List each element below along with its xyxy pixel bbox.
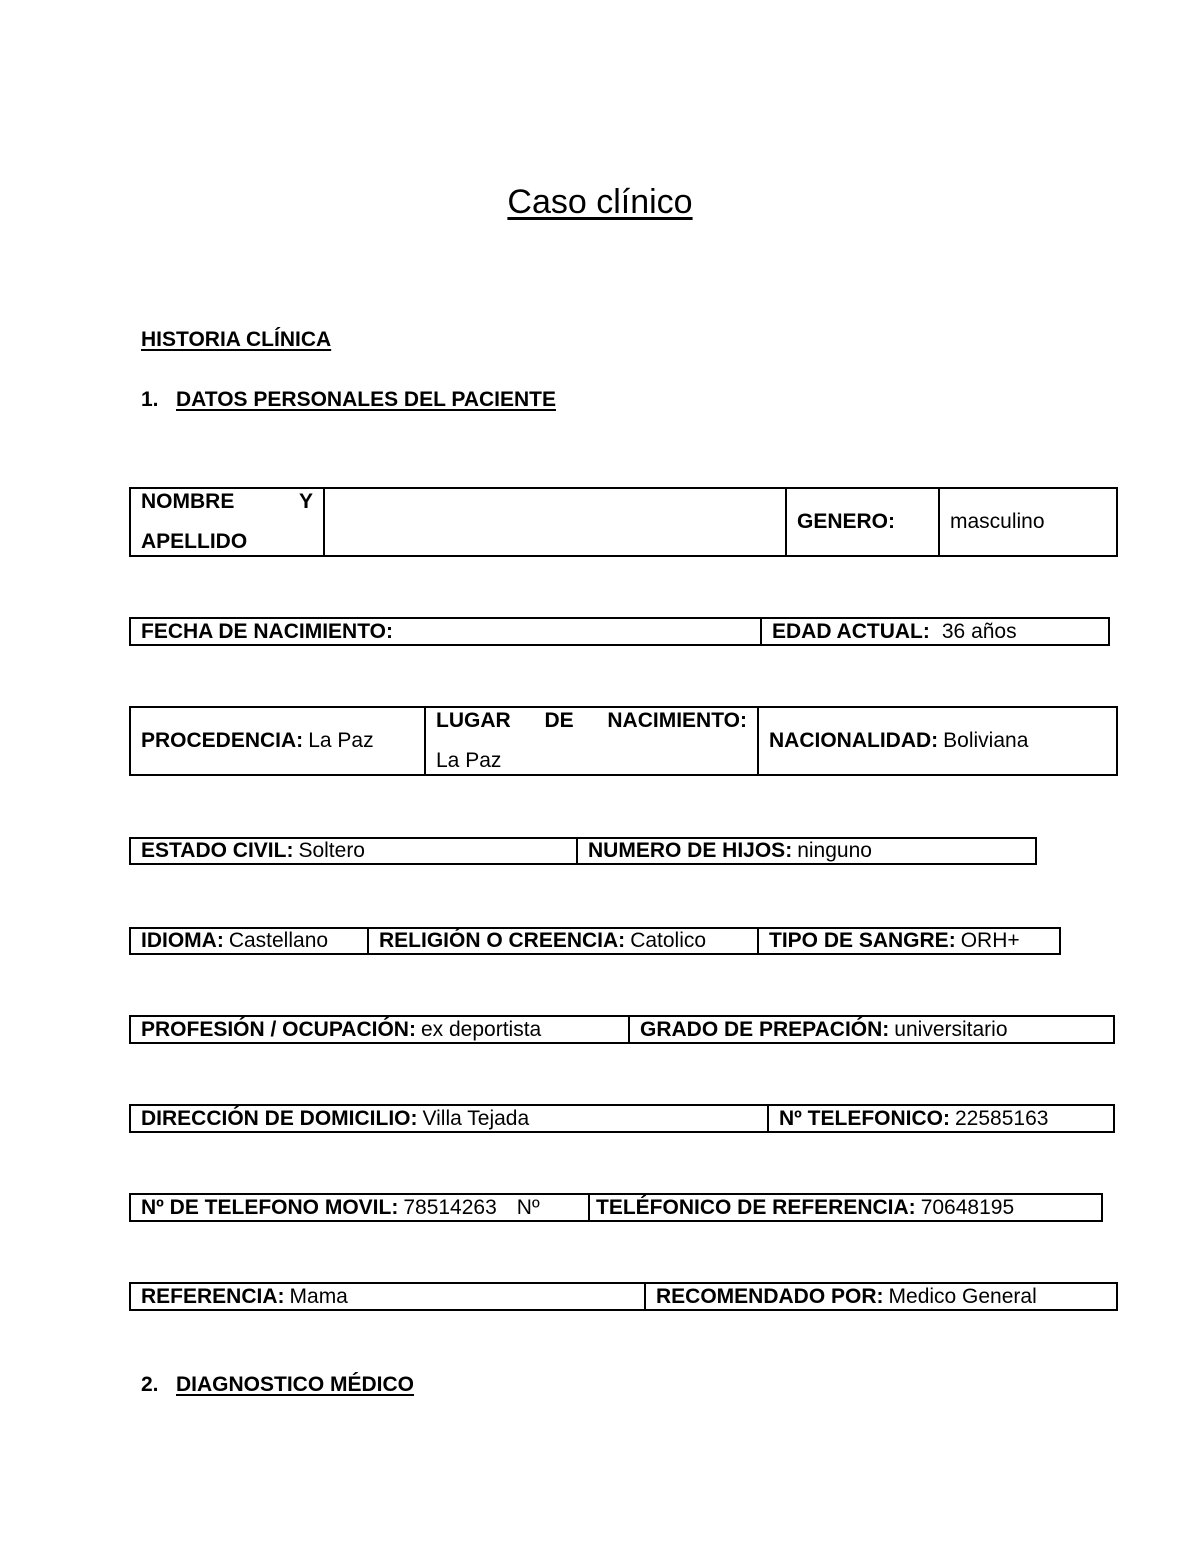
sangre-value: ORH+ — [960, 929, 1020, 952]
idioma-row — [129, 927, 1061, 955]
section-1-number: 1. — [141, 388, 159, 411]
procedencia-value: La Paz — [308, 729, 374, 752]
estado-civil-cell — [131, 839, 576, 863]
telefono-cell — [767, 1106, 1113, 1131]
referencia-row — [129, 1282, 1118, 1311]
sangre-label: TIPO DE SANGRE: — [769, 929, 956, 952]
sangre-cell — [757, 929, 1059, 953]
nombre-row — [129, 487, 1118, 557]
procedencia-row — [129, 706, 1118, 776]
hijos-value: ninguno — [797, 839, 872, 862]
nacionalidad-value: Boliviana — [943, 729, 1029, 752]
recomendado-value: Medico General — [888, 1284, 1037, 1308]
hijos-label: NUMERO DE HIJOS: — [588, 839, 793, 862]
nombre-label-cell — [131, 489, 323, 555]
telefono-value: 22585163 — [955, 1106, 1049, 1130]
edad-value: 36 años — [941, 619, 1017, 643]
page-title: Caso clínico — [507, 183, 693, 221]
procedencia-label: PROCEDENCIA: — [141, 729, 304, 752]
nombre-value-cell — [323, 489, 785, 555]
lugar-value: La Paz — [436, 749, 502, 772]
direccion-cell — [131, 1106, 767, 1131]
recomendado-cell — [644, 1284, 1116, 1309]
section-1-title: DATOS PERSONALES DEL PACIENTE — [176, 388, 556, 411]
genero-label: GENERO: — [797, 510, 896, 533]
genero-value: masculino — [950, 510, 1045, 533]
movil-label: Nº DE TELEFONO MOVIL: — [141, 1195, 399, 1219]
grado-label: GRADO DE PREPACIÓN: — [640, 1017, 890, 1041]
profesion-row — [129, 1015, 1115, 1044]
telefono-referencia-cell — [588, 1195, 1101, 1220]
profesion-label: PROFESIÓN / OCUPACIÓN: — [141, 1017, 416, 1041]
procedencia-cell — [131, 708, 424, 774]
nombre-label-word2: Y — [298, 490, 313, 513]
direccion-row — [129, 1104, 1115, 1133]
fecha-cell — [131, 619, 760, 644]
nacionalidad-label: NACIONALIDAD: — [769, 729, 939, 752]
telefono-referencia-label: TELÉFONICO DE REFERENCIA: — [596, 1195, 916, 1219]
telefono-label: Nº TELEFONICO: — [779, 1106, 950, 1130]
edad-cell — [760, 619, 1108, 644]
fecha-row — [129, 617, 1110, 646]
movil-row — [129, 1193, 1103, 1222]
section-2-title: DIAGNOSTICO MÉDICO — [176, 1373, 415, 1396]
lugar-nacimiento-cell — [424, 708, 757, 774]
referencia-label: REFERENCIA: — [141, 1284, 285, 1308]
movil-cell — [131, 1195, 588, 1220]
fecha-label: FECHA DE NACIMIENTO: — [141, 619, 393, 643]
estado-civil-label: ESTADO CIVIL: — [141, 839, 294, 862]
recomendado-label: RECOMENDADO POR: — [656, 1284, 884, 1308]
lugar-label-word2: DE — [544, 709, 574, 732]
direccion-label: DIRECCIÓN DE DOMICILIO: — [141, 1106, 418, 1130]
idioma-cell — [131, 929, 367, 953]
idioma-value: Castellano — [228, 929, 329, 952]
profesion-cell — [131, 1017, 628, 1042]
movil-value: 78514263 — [403, 1195, 497, 1219]
religion-cell — [367, 929, 757, 953]
genero-value-cell — [938, 489, 1116, 555]
grado-value: universitario — [894, 1017, 1008, 1041]
referencia-value: Mama — [289, 1284, 348, 1308]
lugar-label-word1: LUGAR — [436, 709, 511, 732]
estado-civil-row — [129, 837, 1037, 865]
nombre-label-line2: APELLIDO — [141, 530, 248, 553]
genero-label-cell — [785, 489, 938, 555]
hijos-cell — [576, 839, 1035, 863]
historia-clinica-heading: HISTORIA CLÍNICA — [141, 328, 332, 351]
nacionalidad-cell — [757, 708, 1116, 774]
direccion-value: Villa Tejada — [422, 1106, 530, 1130]
nombre-label-word1: NOMBRE — [141, 490, 235, 513]
referencia-cell — [131, 1284, 644, 1309]
movil-trunc-prefix: Nº — [516, 1195, 540, 1219]
telefono-referencia-value: 70648195 — [920, 1195, 1015, 1219]
religion-value: Catolico — [630, 929, 707, 952]
religion-label: RELIGIÓN O CREENCIA: — [379, 929, 626, 952]
lugar-label-word3: NACIMIENTO: — [607, 709, 747, 732]
edad-label: EDAD ACTUAL: — [772, 619, 930, 643]
idioma-label: IDIOMA: — [141, 929, 224, 952]
estado-civil-value: Soltero — [298, 839, 365, 862]
profesion-value: ex deportista — [420, 1017, 542, 1041]
section-2-number: 2. — [141, 1373, 159, 1396]
grado-cell — [628, 1017, 1113, 1042]
